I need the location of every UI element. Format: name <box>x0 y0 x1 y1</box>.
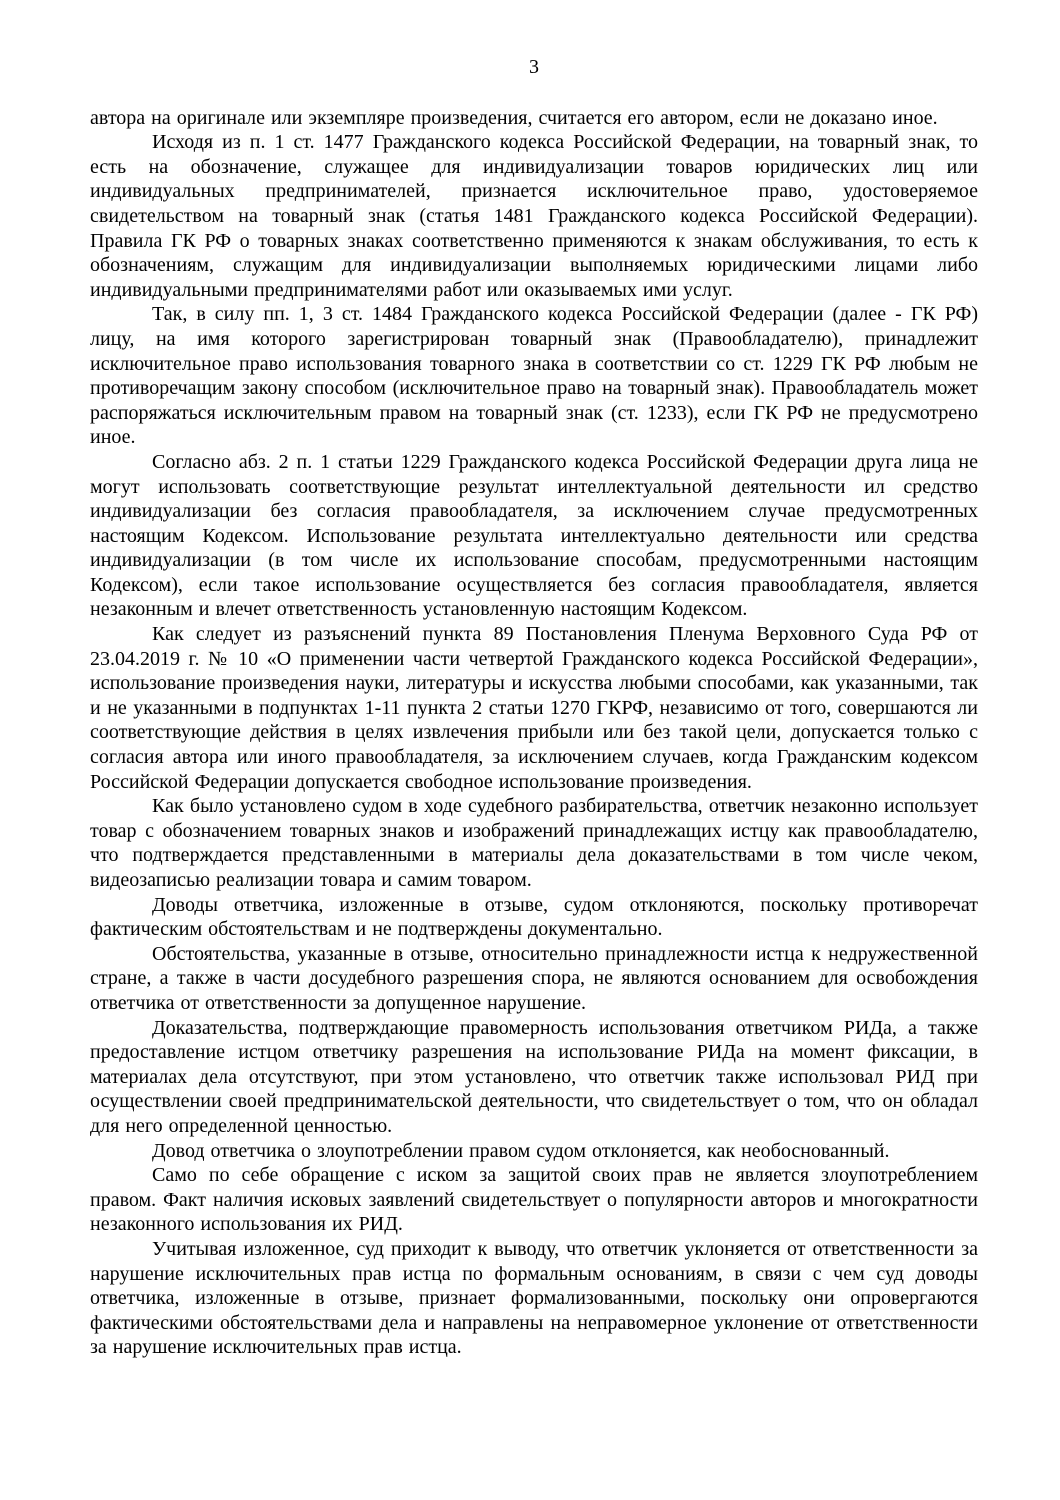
paragraph-st-1229: Согласно абз. 2 п. 1 статьи 1229 Гражданского кодекса Российской Федерации друга лица не могут использовать соответствующие результат интеллектуальной деятельности ил средство индивидуализации без согласия правообладателя, за исключением случае предусмотренных настоящим Кодексом. Использование результата интеллектуально деятельности или средства индивидуализации (в том числе их использование способам, предусмотренными настоящим Кодексом), если такое использование осуществляется без согласия правообладателя, является незаконным и влечет ответственность установленную настоящим Кодексом. <box>90 450 978 621</box>
paragraph-claim-not-abuse: Само по себе обращение с иском за защитой своих прав не является злоупотреблением правом. Факт наличия исковых заявлений свидетельствует о популярности авторов и многократности незаконного использования их РИД. <box>90 1164 978 1236</box>
paragraph-defendant-arguments-rejected: Доводы ответчика, изложенные в отзыве, судом отклоняются, поскольку противоречат фактическим обстоятельствам и не подтверждены документально. <box>90 893 978 941</box>
paragraph-conclusion: Учитывая изложенное, суд приходит к выводу, что ответчик уклоняется от ответственности за нарушение исключительных прав истца по формальным основаниям, в связи с чем суд доводы ответчика, изложенные в отзыве, признает формализованными, поскольку они опровергаются фактическими обстоятельствами дела и направлены на неправомерное уклонение от ответственности за нарушение исключительных прав истца. <box>90 1237 978 1359</box>
paragraph-circumstances: Обстоятельства, указанные в отзыве, относительно принадлежности истца к недружественной стране, а также в части досудебного разрешения спора, не являются основанием для освобождения ответчика от ответственности за допущенное нарушение. <box>90 942 978 1014</box>
paragraph-evidence-absent: Доказательства, подтверждающие правомерность использования ответчиком РИДа, а также предоставление истцом ответчику разрешения на использование РИДа на момент фиксации, в материалах дела отсутствуют, при этом установлено, что ответчик также использовал РИД при осуществлении своей предпринимательской деятельности, что свидетельствует о том, что он обладал для него определенной ценностью. <box>90 1016 978 1137</box>
paragraph-plenum-89: Как следует из разъяснений пункта 89 Постановления Пленума Верховного Суда РФ от 23.04.2019 г. № 10 «О применении части четвертой Гражданского кодекса Российской Федерации», использование произведения науки, литературы и искусства любыми способами, как указанными, так и не указанными в подпунктах 1-11 пункта 2 статьи 1270 ГКРФ, независимо от того, совершаются ли соответствующие действия в целях извлечения прибыли или без такой цели, допускается только с согласия автора или иного правообладателя, за исключением случаев, когда Гражданским кодексом Российской Федерации допускается свободное использование произведения. <box>90 623 978 793</box>
page-number: 3 <box>529 56 539 78</box>
paragraph-court-findings: Как было установлено судом в ходе судебного разбирательства, ответчик незаконно использует товар с обозначением товарных знаков и изображений принадлежащих истцу как правообладателю, что подтверждается представленными в материалы дела доказательствами в том числе чеком, видеозаписью реализации товара и самим товаром. <box>90 795 978 891</box>
paragraph-st-1484: Так, в силу пп. 1, 3 ст. 1484 Гражданского кодекса Российской Федерации (далее - ГК РФ) лицу, на имя которого зарегистрирован товарный знак (Правообладателю), принадлежит исключительное право использования товарного знака в соответствии со ст. 1229 ГК РФ любым не противоречащим закону способом (исключительное право на товарный знак). Правообладатель может распоряжаться исключительным правом на товарный знак (ст. 1233), если ГК РФ не предусмотрено иное. <box>90 303 978 449</box>
paragraph-continuation: автора на оригинале или экземпляре произведения, считается его автором, если не доказано иное. <box>90 106 938 129</box>
paragraph-st-1477: Исходя из п. 1 ст. 1477 Гражданского кодекса Российской Федерации, на товарный знак, то есть на обозначение, служащее для индивидуализации товаров юридических лиц или индивидуальных предпринимателей, признается исключительное право, удостоверяемое свидетельством на товарный знак (статья 1481 Гражданского кодекса Российской Федерации). Правила ГК РФ о товарных знаках соответственно применяются к знакам обслуживания, то есть к обозначениям, служащим для индивидуализации выполняемых юридическими лицами либо индивидуальными предпринимателями работ или оказываемых ими услуг. <box>90 131 978 301</box>
paragraph-abuse-of-right-rejected: Довод ответчика о злоупотреблении правом судом отклоняется, как необоснованный. <box>152 1139 890 1162</box>
